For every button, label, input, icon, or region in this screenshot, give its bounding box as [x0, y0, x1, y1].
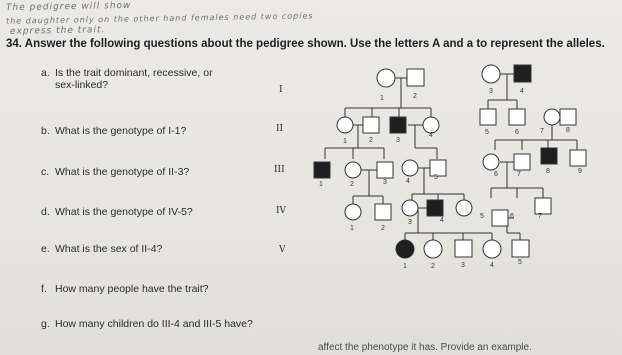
pedigree-female-iii-4	[402, 160, 418, 176]
pedigree-male-iv-6	[492, 210, 508, 226]
pedigree-male-ii-2	[363, 117, 379, 133]
pedigree-number: 1	[319, 181, 323, 188]
subquestion-label: c.	[41, 166, 50, 178]
subquestion-text: How many children do III-4 and III-5 have?	[55, 318, 253, 330]
pedigree-number: 2	[413, 93, 417, 100]
pedigree-female-ii-4	[423, 117, 439, 133]
pedigree-numbers	[319, 88, 582, 270]
pedigree-number: 4	[429, 132, 433, 139]
pedigree-number: 5	[480, 213, 484, 220]
pedigree-male-iii-9	[570, 150, 586, 166]
pedigree-female-v-4	[483, 240, 501, 258]
pedigree-male-ii-3	[390, 117, 406, 133]
pedigree-number: 3	[489, 88, 493, 95]
pedigree-number: 3	[383, 179, 387, 186]
subquestion-text: What is the genotype of IV-5?	[55, 206, 193, 218]
pedigree-male-ii-5	[480, 109, 496, 125]
pedigree-number: 4	[406, 178, 410, 185]
subquestion-text: What is the genotype of I-1?	[55, 125, 187, 137]
pedigree-number: 1	[380, 95, 384, 102]
pedigree-number: 7	[538, 213, 542, 220]
subquestion-label: f.	[41, 283, 47, 295]
handwritten-note-line-2: the daughter only on the other hand females need two copies	[5, 11, 314, 26]
pedigree-female-v-2	[424, 240, 442, 258]
pedigree-number: 4	[440, 217, 444, 224]
pedigree-male-i-4	[514, 65, 531, 82]
pedigree-female-i-3	[482, 65, 500, 83]
pedigree-number: 7	[540, 128, 544, 135]
pedigree-female-v-1	[396, 240, 414, 258]
pedigree-number: 4	[520, 88, 524, 95]
pedigree-number: 3	[396, 137, 400, 144]
pedigree-number: 8	[566, 127, 570, 134]
pedigree-male-ii-6	[509, 109, 525, 125]
pedigree-male-ii-8	[560, 109, 576, 125]
pedigree-male-iii-3	[377, 162, 393, 178]
generation-label-v: V	[279, 245, 286, 255]
pedigree-number: 3	[461, 262, 465, 269]
pedigree-number: 3	[408, 219, 412, 226]
pedigree-number: 2	[381, 225, 385, 232]
pedigree-number: 4	[490, 262, 494, 269]
pedigree-number: 5	[485, 129, 489, 136]
subquestion-text: Is the trait dominant, recessive, or	[55, 67, 213, 79]
generation-label-ii: II	[276, 124, 284, 134]
subquestion-text-line-2: sex-linked?	[55, 79, 109, 91]
generation-label-iv: IV	[276, 206, 287, 216]
pedigree-male-iii-1	[314, 162, 330, 178]
pedigree-number: 5	[434, 174, 438, 181]
pedigree-symbols	[314, 65, 586, 258]
pedigree-number: 2	[369, 137, 373, 144]
pedigree-female-iii-6	[483, 154, 499, 170]
pedigree-number: 7	[517, 171, 521, 178]
subquestion-label: a.	[41, 67, 50, 79]
pedigree-male-iii-7	[514, 154, 530, 170]
cut-off-question-text: affect the phenotype it has. Provide an example.	[318, 342, 532, 353]
question-text: Answer the following questions about the pedigree shown. Use the letters A and a to represent the alleles.	[24, 38, 605, 50]
pedigree-number: 2	[431, 263, 435, 270]
pedigree-female-i-1	[377, 69, 395, 87]
pedigree-number: 1	[350, 225, 354, 232]
pedigree-male-iv-2	[375, 204, 391, 220]
pedigree-number: 1	[403, 263, 407, 270]
pedigree-number: 2	[350, 181, 354, 188]
pedigree-number: 5	[518, 259, 522, 266]
pedigree-female-ii-1	[337, 117, 353, 133]
subquestion-text: How many people have the trait?	[55, 283, 209, 295]
pedigree-female-iii-2	[345, 162, 361, 178]
pedigree-male-iii-8	[541, 148, 557, 164]
pedigree-female-ii-7	[544, 109, 560, 125]
subquestion-label: d.	[41, 206, 50, 218]
generation-label-iii: III	[274, 165, 285, 175]
pedigree-male-i-2	[407, 69, 424, 86]
pedigree-number: 6	[494, 171, 498, 178]
pedigree-male-iv-7	[535, 198, 551, 214]
pedigree-male-iv-4	[427, 200, 443, 216]
subquestion-label: b.	[41, 125, 50, 137]
subquestion-label: e.	[41, 243, 50, 255]
pedigree-female-iv-5	[456, 200, 472, 216]
generation-label-i: I	[279, 85, 283, 95]
pedigree-female-iv-3	[402, 200, 418, 216]
pedigree-male-v-3	[455, 240, 472, 257]
pedigree-number: 9	[578, 168, 582, 175]
pedigree-number: 6	[515, 129, 519, 136]
handwritten-note-line-3: express the trait.	[9, 25, 106, 37]
pedigree-male-iii-5	[430, 160, 446, 176]
subquestion-label: g.	[41, 318, 50, 330]
subquestion-text: What is the sex of II-4?	[55, 243, 163, 255]
pedigree-number: 8	[546, 168, 550, 175]
pedigree-female-iv-1	[345, 204, 361, 220]
question-number: 34.	[6, 38, 22, 50]
pedigree-number: 6	[510, 213, 514, 220]
subquestion-text: What is the genotype of II-3?	[55, 166, 190, 178]
handwritten-note-line-1: The pedigree will show	[5, 0, 132, 14]
pedigree-number: 1	[343, 138, 347, 145]
pedigree-male-v-5	[512, 240, 529, 257]
